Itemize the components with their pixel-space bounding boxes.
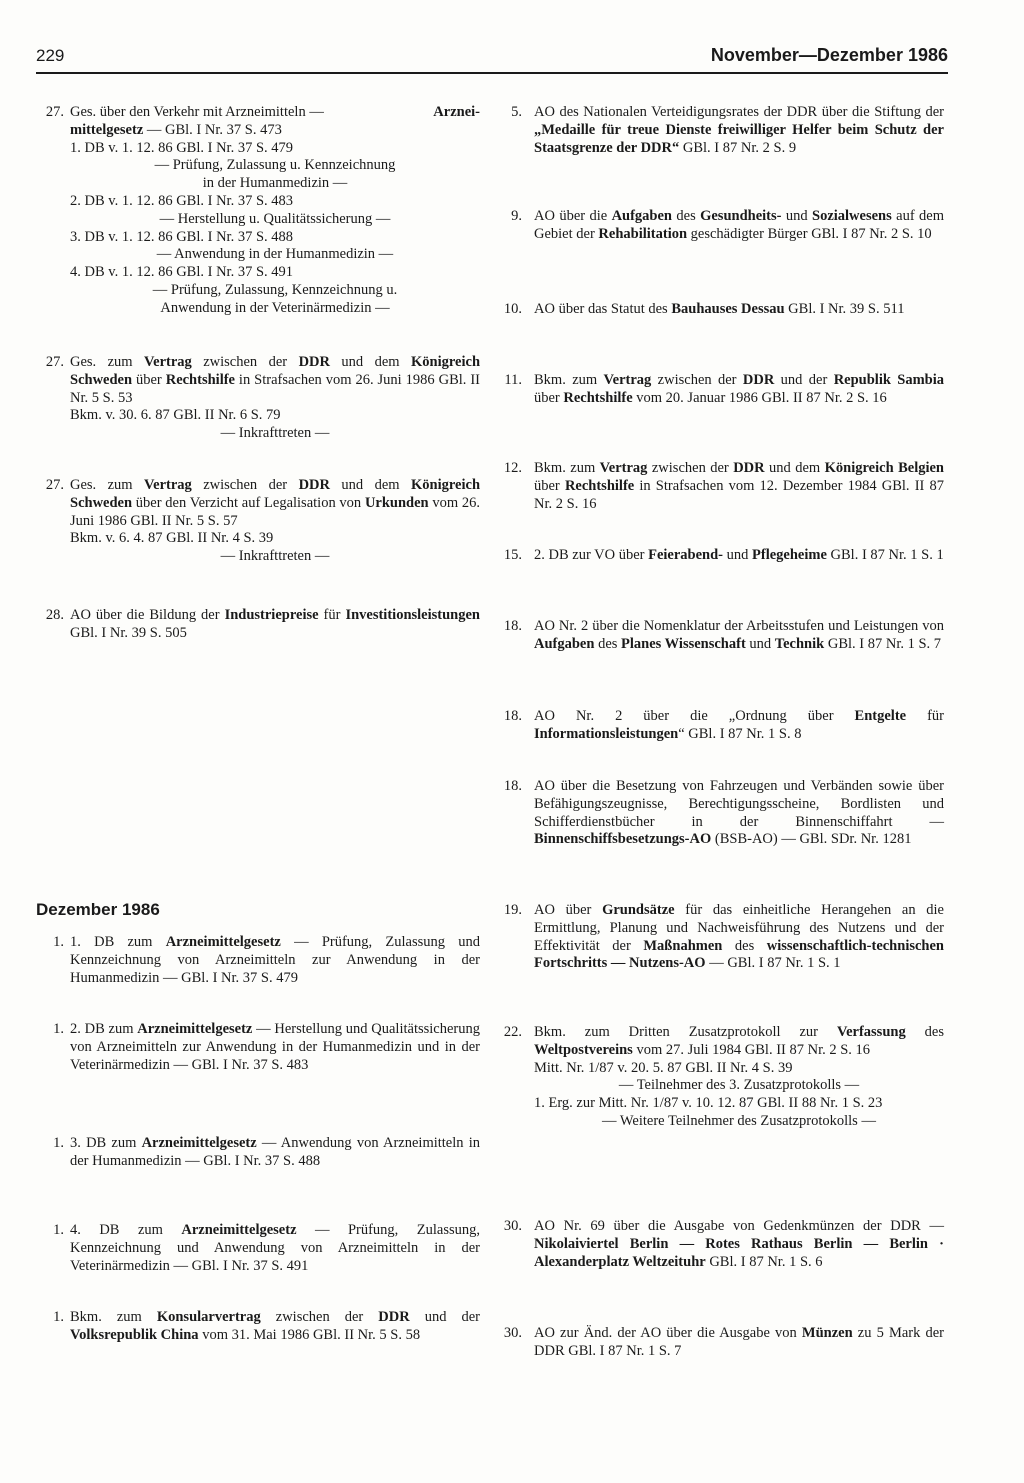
- entry-day: 27.: [45, 104, 64, 120]
- entry-28-industriepreise: [36, 607, 480, 643]
- entry-12-belgien: [498, 460, 944, 513]
- entry-text: [70, 104, 480, 318]
- entry-keyword: Arznei-: [433, 104, 480, 120]
- entry-5-medaille: [498, 104, 944, 157]
- entry-15-feierabendheime: [498, 547, 944, 565]
- entry-day: 1.: [53, 934, 64, 950]
- entry-11-sambia: [498, 372, 944, 408]
- entry-text: AO über die Bildung der Industriepreise für Investitionsleistungen GBl. I Nr. 39 S. 505: [70, 607, 480, 641]
- entry-day: 1.: [53, 1021, 64, 1037]
- entry-text: 2. DB zum Arzneimittelgesetz — Herstellung und Qualitätssicherung von Arzneimitteln zur Anwendung in der Humanmedizin und in der Veterinärmedizin — GBl. I Nr. 37 S. 483: [70, 1021, 480, 1073]
- entry-text: 3. DB zum Arzneimittelgesetz — Anwendung von Arzneimitteln in der Humanmedizin — GBl. I Nr. 37 S. 488: [70, 1135, 480, 1169]
- entry-day: 27.: [45, 477, 64, 493]
- entry-line: — GBl. I Nr. 37 S. 473: [146, 121, 282, 138]
- entry-note: Anwendung in der Veterinärmedizin —: [160, 299, 390, 316]
- entry-text: AO über das Statut des Bauhauses Dessau GBl. I Nr. 39 S. 511: [534, 301, 905, 317]
- entry-day: 1.: [53, 1135, 64, 1151]
- entry-1-db1: [36, 934, 480, 987]
- entry-text: AO über Grundsätze für das einheitliche Herangehen an die Ermittlung, Planung und Nachweisführung des Nutzens und der Effektivität der Maßnahmen des wissenschaftlich-technischen Fortschritts — Nutzens-AO — GBl. I 87 Nr. 1 S. 1: [534, 902, 944, 972]
- page-period-title: November—Dezember 1986: [710, 45, 948, 65]
- entry-text: Bkm. zum Vertrag zwischen der DDR und der Republik Sambia über Rechtshilfe vom 20. Januar 1986 GBl. II 87 Nr. 2 S. 16: [534, 372, 945, 406]
- entry-day: 30.: [503, 1218, 522, 1234]
- entry-text: AO Nr. 69 über die Ausgabe von Gedenkmünzen der DDR — Nikolaiviertel Berlin — Rotes Rathaus Berlin — Berlin · Alexanderplatz Weltzeituhr GBl. I 87 Nr. 1 S. 6: [534, 1218, 944, 1270]
- entry-text: 2. DB zur VO über Feierabend- und Pflegeheime GBl. I 87 Nr. 1 S. 1: [534, 547, 944, 563]
- entry-note: in der Humanmedizin —: [202, 175, 348, 192]
- entry-27-arzneimittelgesetz: [36, 104, 480, 318]
- entry-subline: 1. Erg. zur Mitt. Nr. 1/87 v. 10. 12. 87 GBl. II 88 Nr. 1 S. 23: [534, 1095, 883, 1112]
- entry-text: AO zur Änd. der AO über die Ausgabe von Münzen zu 5 Mark der DDR GBl. I 87 Nr. 1 S. 7: [534, 1325, 944, 1359]
- page-header: [36, 44, 948, 74]
- entry-note: — Teilnehmer des 3. Zusatzprotokolls —: [618, 1077, 860, 1094]
- entry-text: AO über die Aufgaben des Gesundheits- und Sozialwesens auf dem Gebiet der Rehabilitation geschädigter Bürger GBl. I 87 Nr. 2 S. 10: [534, 208, 944, 242]
- entry-1-db3: [36, 1135, 480, 1171]
- entry-subline: 3. DB v. 1. 12. 86 GBl. I Nr. 37 S. 488: [70, 228, 294, 245]
- entry-note: — Prüfung, Zulassung u. Kennzeichnung: [154, 157, 396, 174]
- entry-day: 30.: [503, 1325, 522, 1341]
- entry-day: 5.: [511, 104, 522, 120]
- entry-30-gedenkmuenzen: [498, 1218, 944, 1271]
- entry-text: Ges. zum Vertrag zwischen der DDR und dem Königreich Schweden über Rechtshilfe in Strafsachen vom 26. Juni 1986 GBl. II Nr. 5 S. 53 Bkm. v. 30. 6. 87 GBl. II Nr. 6 S. 79 — Inkrafttreten —: [70, 354, 481, 442]
- entry-1-db2: [36, 1021, 480, 1074]
- entry-18-binnenschiffahrt: [498, 778, 944, 849]
- entry-text: Ges. zum Vertrag zwischen der DDR und dem Königreich Schweden über den Verzicht auf Legalisation von Urkunden vom 26. Juni 1986 GBl. II Nr. 5 S. 57 Bkm. v. 6. 4. 87 GBl. II Nr. 4 S. 39 — Inkrafttreten —: [70, 477, 481, 565]
- entry-day: 15.: [503, 547, 522, 563]
- entry-day: 9.: [511, 208, 522, 224]
- entry-subline: 1. DB v. 1. 12. 86 GBl. I Nr. 37 S. 479: [70, 139, 294, 156]
- entry-subline: 4. DB v. 1. 12. 86 GBl. I Nr. 37 S. 491: [70, 264, 294, 281]
- entry-day: 1.: [53, 1222, 64, 1238]
- entry-day: 1.: [53, 1309, 64, 1325]
- entry-note: — Herstellung u. Qualitätssicherung —: [159, 210, 391, 227]
- entry-subline: Bkm. v. 30. 6. 87 GBl. II Nr. 6 S. 79: [70, 407, 281, 424]
- entry-day: 10.: [503, 301, 522, 317]
- entry-note: — Inkrafttreten —: [220, 548, 330, 565]
- entry-subline: 2. DB v. 1. 12. 86 GBl. I Nr. 37 S. 483: [70, 192, 294, 209]
- entry-27-schweden-rechtshilfe: [36, 354, 480, 443]
- entry-subline: Mitt. Nr. 1/87 v. 20. 5. 87 GBl. II Nr. 4 S. 39: [534, 1059, 793, 1076]
- entry-note: — Prüfung, Zulassung, Kennzeichnung u.: [152, 281, 398, 298]
- entry-line: Ges. über den Verkehr mit Arzneimitteln —: [70, 104, 324, 120]
- entry-30-muenzen: [498, 1325, 944, 1361]
- entry-text: AO Nr. 2 über die Nomenklatur der Arbeitsstufen und Leistungen von Aufgaben des Planes Wissenschaft und Technik GBl. I 87 Nr. 1 S. 7: [534, 618, 944, 652]
- entry-text: AO des Nationalen Verteidigungsrates der DDR über die Stiftung der „Medaille für treue Dienste freiwilliger Helfer beim Schutz der Staatsgrenze der DDR“ GBl. I 87 Nr. 2 S. 9: [534, 104, 944, 156]
- entry-10-bauhaus: [498, 301, 944, 319]
- entry-day: 22.: [503, 1024, 522, 1040]
- entry-27-schweden-urkunden: [36, 477, 480, 566]
- entry-day: 11.: [504, 372, 522, 388]
- section-heading-dezember: Dezember 1986: [36, 900, 160, 919]
- page-number: 229: [36, 46, 65, 65]
- entry-text: 1. DB zum Arzneimittelgesetz — Prüfung, Zulassung und Kennzeichnung von Arzneimitteln zur Anwendung in der Humanmedizin — GBl. I Nr. 37 S. 479: [70, 934, 480, 986]
- entry-day: 28.: [45, 607, 64, 623]
- entry-note: — Anwendung in der Humanmedizin —: [156, 246, 394, 263]
- entry-text: Bkm. zum Konsularvertrag zwischen der DDR und der Volksrepublik China vom 31. Mai 1986 GBl. II Nr. 5 S. 58: [70, 1309, 481, 1343]
- entry-22-weltpostverein: [498, 1024, 944, 1131]
- entry-18-nomenklatur: [498, 618, 944, 654]
- entry-text: Bkm. zum Dritten Zusatzprotokoll zur Verfassung des Weltpostvereins vom 27. Juli 1984 GBl. II 87 Nr. 2 S. 16 Mitt. Nr. 1/87 v. 20. 5. 87 GBl. II Nr. 4 S. 39 — Teilnehmer des 3. Zusatzprotokolls — 1. Erg. zur Mitt. Nr. 1/87 v. 10. 12. 87 GBl. II 88 Nr. 1 S. 23 — Weitere Teilnehmer des Zusatzprotokolls —: [534, 1024, 944, 1129]
- entry-note: — Weitere Teilnehmer des Zusatzprotokolls —: [602, 1112, 876, 1129]
- entry-day: 27.: [45, 354, 64, 370]
- entry-1-db4: [36, 1222, 480, 1275]
- entry-text: 4. DB zum Arzneimittelgesetz — Prüfung, Zulassung, Kennzeichnung und Anwendung von Arzneimitteln in der Veterinärmedizin — GBl. I Nr. 37 S. 491: [70, 1222, 480, 1274]
- entry-1-konsularvertrag: [36, 1309, 480, 1345]
- entry-text: Bkm. zum Vertrag zwischen der DDR und dem Königreich Belgien über Rechtshilfe in Strafsachen vom 12. Dezember 1984 GBl. II 87 Nr. 2 S. 16: [534, 460, 945, 512]
- entry-day: 18.: [503, 618, 522, 634]
- entry-day: 18.: [503, 708, 522, 724]
- entry-keyword: mittelgesetz: [70, 121, 144, 138]
- entry-9-rehabilitation: [498, 208, 944, 244]
- entry-day: 12.: [503, 460, 522, 476]
- entry-text: AO über die Besetzung von Fahrzeugen und Verbänden sowie über Befähigungszeugnisse, Berechtigungsscheine, Bordlisten und Schifferdienstbücher in der Binnenschiffahrt — Binnenschiffsbesetzungs-AO (BSB-AO) — GBl. SDr. Nr. 1281: [534, 778, 944, 848]
- entry-day: 19.: [503, 902, 522, 918]
- entry-note: — Inkrafttreten —: [220, 425, 330, 442]
- entry-day: 18.: [503, 778, 522, 794]
- entry-19-nutzens-ao: [498, 902, 944, 973]
- entry-18-entgelte: [498, 708, 944, 744]
- entry-subline: Bkm. v. 6. 4. 87 GBl. II Nr. 4 S. 39: [70, 530, 274, 547]
- entry-text: AO Nr. 2 über die „Ordnung über Entgelte für Informationsleistungen“ GBl. I 87 Nr. 1 S. 8: [534, 708, 944, 742]
